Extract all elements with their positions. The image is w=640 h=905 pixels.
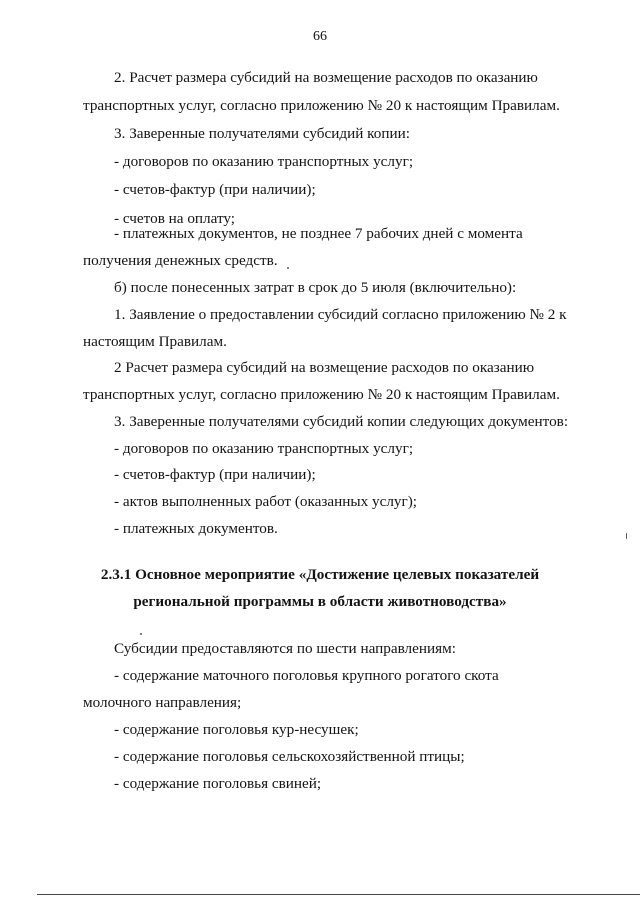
list-item: - содержание поголовья свиней; (114, 775, 322, 792)
list-item: - актов выполненных работ (оказанных услуг); (114, 493, 418, 510)
paragraph-line: 3. Заверенные получателями субсидий копии: (114, 125, 410, 142)
list-item: - содержание поголовья сельскохозяйственной птицы; (114, 748, 465, 765)
page-number: 66 (313, 29, 327, 44)
paragraph-line: 1. Заявление о предоставлении субсидий согласно приложению № 2 к (114, 306, 567, 323)
section-heading: региональной программы в области животноводства» (133, 593, 507, 610)
scan-speck (287, 267, 289, 269)
footer-rule (37, 894, 640, 895)
paragraph-line: транспортных услуг, согласно приложению № 20 к настоящим Правилам. (83, 97, 560, 114)
paragraph-line: Субсидии предоставляются по шести направлениям: (114, 640, 456, 657)
list-item: - счетов-фактур (при наличии); (114, 466, 316, 483)
list-item: - договоров по оказанию транспортных услуг; (114, 440, 414, 457)
paragraph-line: 3. Заверенные получателями субсидий копии следующих документов: (114, 413, 569, 430)
list-item: - платежных документов, не позднее 7 рабочих дней с момента (114, 225, 523, 242)
paragraph-line: 2. Расчет размера субсидий на возмещение расходов по оказанию (114, 69, 538, 86)
list-item-continuation: получения денежных средств. (83, 252, 278, 269)
paragraph-line: 2 Расчет размера субсидий на возмещение расходов по оказанию (114, 359, 535, 376)
list-item: - счетов на оплату; (114, 210, 236, 227)
list-item: - договоров по оказанию транспортных услуг; (114, 153, 414, 170)
list-item: - платежных документов. (114, 520, 278, 537)
list-item: - содержание маточного поголовья крупного рогатого скота (114, 667, 499, 684)
section-heading: 2.3.1 Основное мероприятие «Достижение целевых показателей (100, 566, 540, 583)
list-item-continuation: молочного направления; (83, 694, 242, 711)
paragraph-line: настоящим Правилам. (83, 333, 227, 350)
paragraph-line: транспортных услуг, согласно приложению № 20 к настоящим Правилам. (83, 386, 560, 403)
scan-speck (140, 633, 142, 635)
list-item: - содержание поголовья кур-несушек; (114, 721, 359, 738)
scan-speck (626, 533, 627, 539)
paragraph-line: б) после понесенных затрат в срок до 5 июля (включительно): (114, 279, 517, 296)
list-item: - счетов-фактур (при наличии); (114, 181, 316, 198)
